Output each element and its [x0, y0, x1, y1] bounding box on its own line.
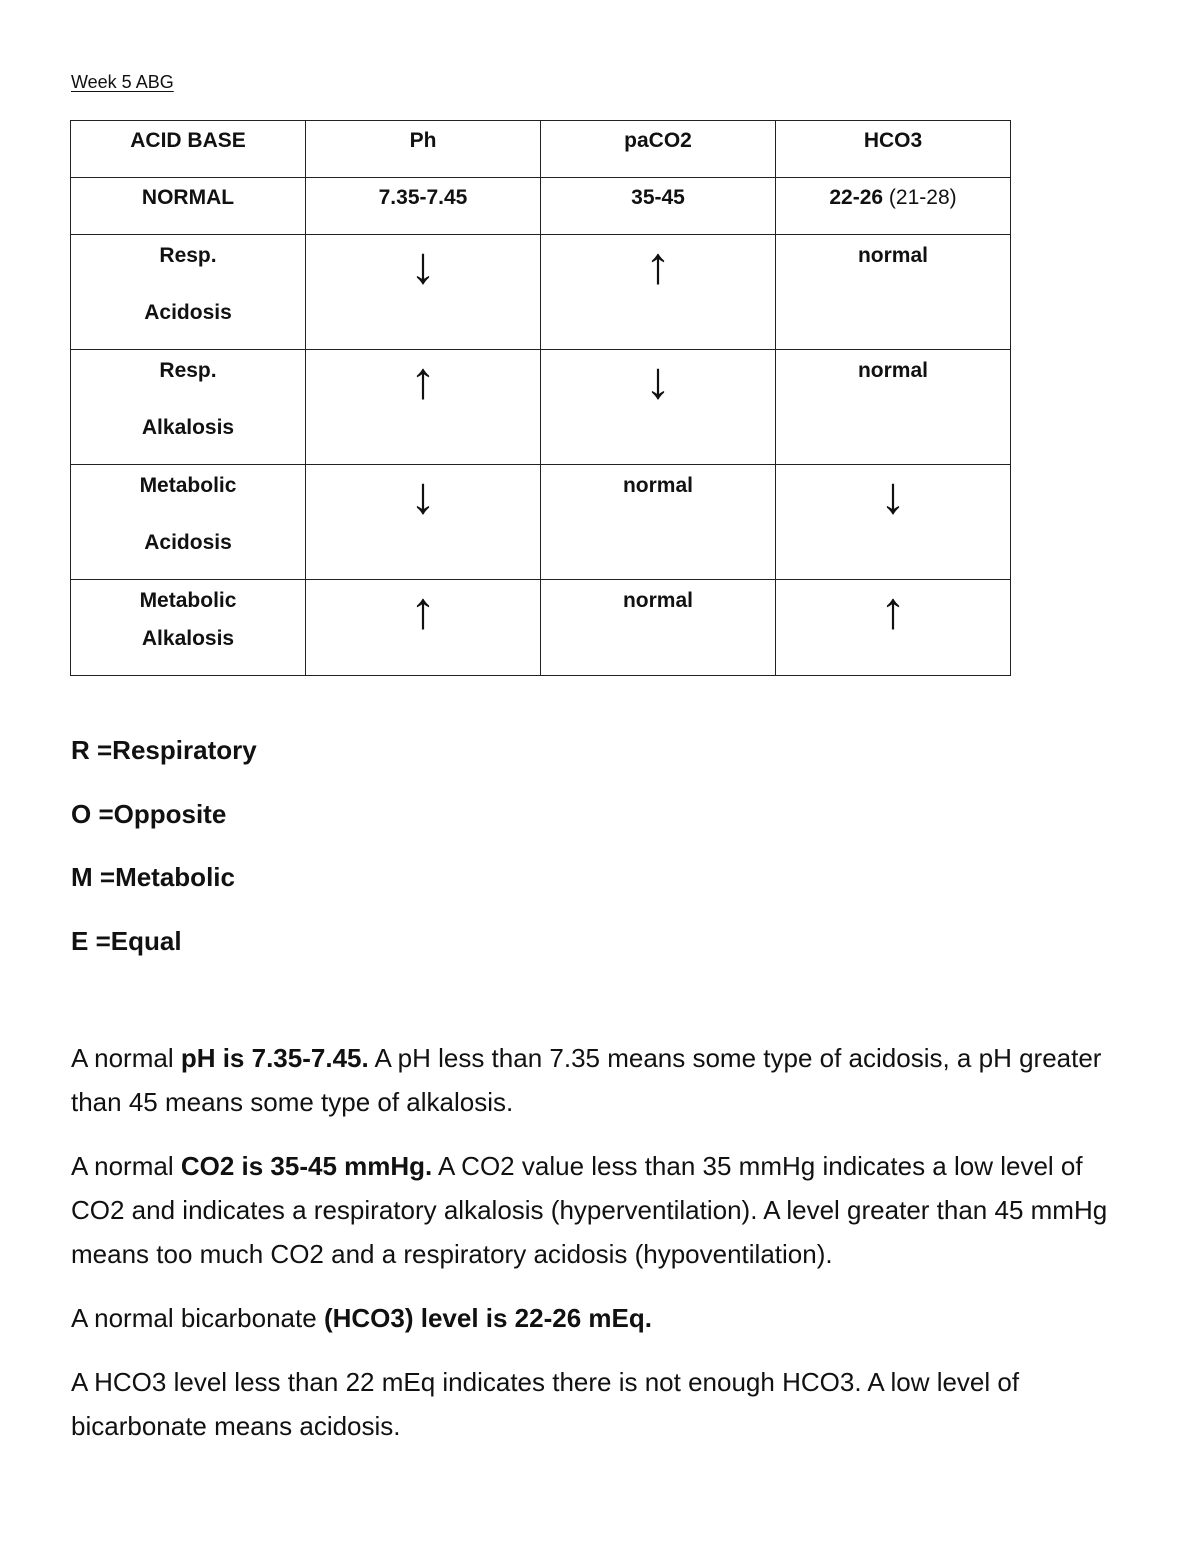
text-run-bold: (HCO3) level is 22-26 mEq.	[323, 1303, 652, 1333]
acid-base-table	[70, 120, 1011, 676]
normal-hco3-value: 22-26	[829, 186, 884, 209]
condition-name: Alkalosis	[141, 627, 235, 650]
cell-ph	[306, 580, 541, 676]
text-run: A normal	[71, 1151, 181, 1181]
paragraph-hco3-normal	[71, 1296, 1131, 1340]
cell-paco2	[541, 350, 776, 465]
arrow-down-icon: ↓	[410, 237, 436, 295]
cell-normal-hco3	[776, 178, 1011, 235]
cell-hco3	[776, 580, 1011, 676]
cell-normal-label: NORMAL	[71, 178, 306, 235]
table-row	[71, 580, 1011, 676]
cell-ph	[306, 465, 541, 580]
condition-type: Resp.	[159, 359, 217, 382]
paco2-value: normal	[622, 589, 693, 612]
cell-normal-paco2: 35-45	[541, 178, 776, 235]
paragraph-hco3-low: A HCO3 level less than 22 mEq indicates there is not enough HCO3. A low level of bicarbonate means acidosis.	[71, 1367, 1020, 1441]
page-title: Week 5 ABG	[71, 72, 174, 92]
text-run-bold: CO2 is 35-45 mmHg.	[180, 1151, 433, 1181]
paragraph-ph	[71, 1036, 1131, 1124]
table-row	[71, 465, 1011, 580]
table-row	[71, 235, 1011, 350]
arrow-up-icon: ↑	[645, 237, 671, 295]
cell-paco2	[541, 235, 776, 350]
legend-item: E =Equal	[71, 925, 182, 956]
hco3-value: normal	[857, 359, 928, 382]
table-row-normal	[71, 178, 1011, 235]
text-run-bold: pH is 7.35-7.45.	[180, 1043, 369, 1073]
condition-name: Alkalosis	[141, 416, 235, 439]
paragraph-co2	[71, 1144, 1131, 1276]
text-run: A CO2 value less than 35 mmHg indicates a low level of CO2 and indicates a respiratory alkalosis (hyperventilation). A level greater than 45 mmHg means too much CO2 and a respiratory acidosis (hypoventilation).	[71, 1151, 1108, 1269]
cell-paco2	[541, 580, 776, 676]
cell-hco3	[776, 350, 1011, 465]
header-acid-base: ACID BASE	[71, 121, 306, 178]
table-row	[71, 350, 1011, 465]
arrow-down-icon: ↓	[410, 467, 436, 525]
explanation-text	[71, 1036, 1131, 1468]
legend-item: R =Respiratory	[71, 735, 257, 765]
paco2-value: normal	[622, 474, 693, 497]
text-run: A normal bicarbonate	[71, 1303, 324, 1333]
cell-condition	[71, 350, 306, 465]
cell-normal-ph: 7.35-7.45	[306, 178, 541, 235]
cell-ph	[306, 350, 541, 465]
condition-name: Acidosis	[144, 301, 232, 324]
header-paco2: paCO2	[541, 121, 776, 178]
rome-mnemonic-legend	[71, 732, 257, 986]
condition-name: Acidosis	[144, 531, 232, 554]
header-ph: Ph	[306, 121, 541, 178]
cell-hco3	[776, 235, 1011, 350]
legend-item: O =Opposite	[71, 798, 227, 829]
text-run: A pH less than 7.35 means some type of acidosis, a pH greater than 45 means some type of alkalosis.	[71, 1043, 1102, 1117]
cell-condition	[71, 580, 306, 676]
arrow-up-icon: ↑	[410, 352, 436, 410]
condition-type: Metabolic	[139, 589, 237, 612]
text-run: A normal	[71, 1043, 181, 1073]
cell-condition	[71, 465, 306, 580]
cell-paco2	[541, 465, 776, 580]
cell-condition	[71, 235, 306, 350]
legend-item: M =Metabolic	[71, 862, 235, 892]
condition-type: Metabolic	[139, 474, 237, 497]
normal-hco3-range: (21-28)	[888, 186, 957, 209]
condition-type: Resp.	[159, 244, 217, 267]
arrow-down-icon: ↓	[645, 352, 671, 410]
arrow-down-icon: ↓	[880, 467, 906, 525]
header-hco3: HCO3	[776, 121, 1011, 178]
arrow-up-icon: ↑	[410, 582, 436, 640]
hco3-value: normal	[857, 244, 928, 267]
cell-hco3	[776, 465, 1011, 580]
cell-ph	[306, 235, 541, 350]
table-header-row	[71, 121, 1011, 178]
arrow-up-icon: ↑	[880, 582, 906, 640]
